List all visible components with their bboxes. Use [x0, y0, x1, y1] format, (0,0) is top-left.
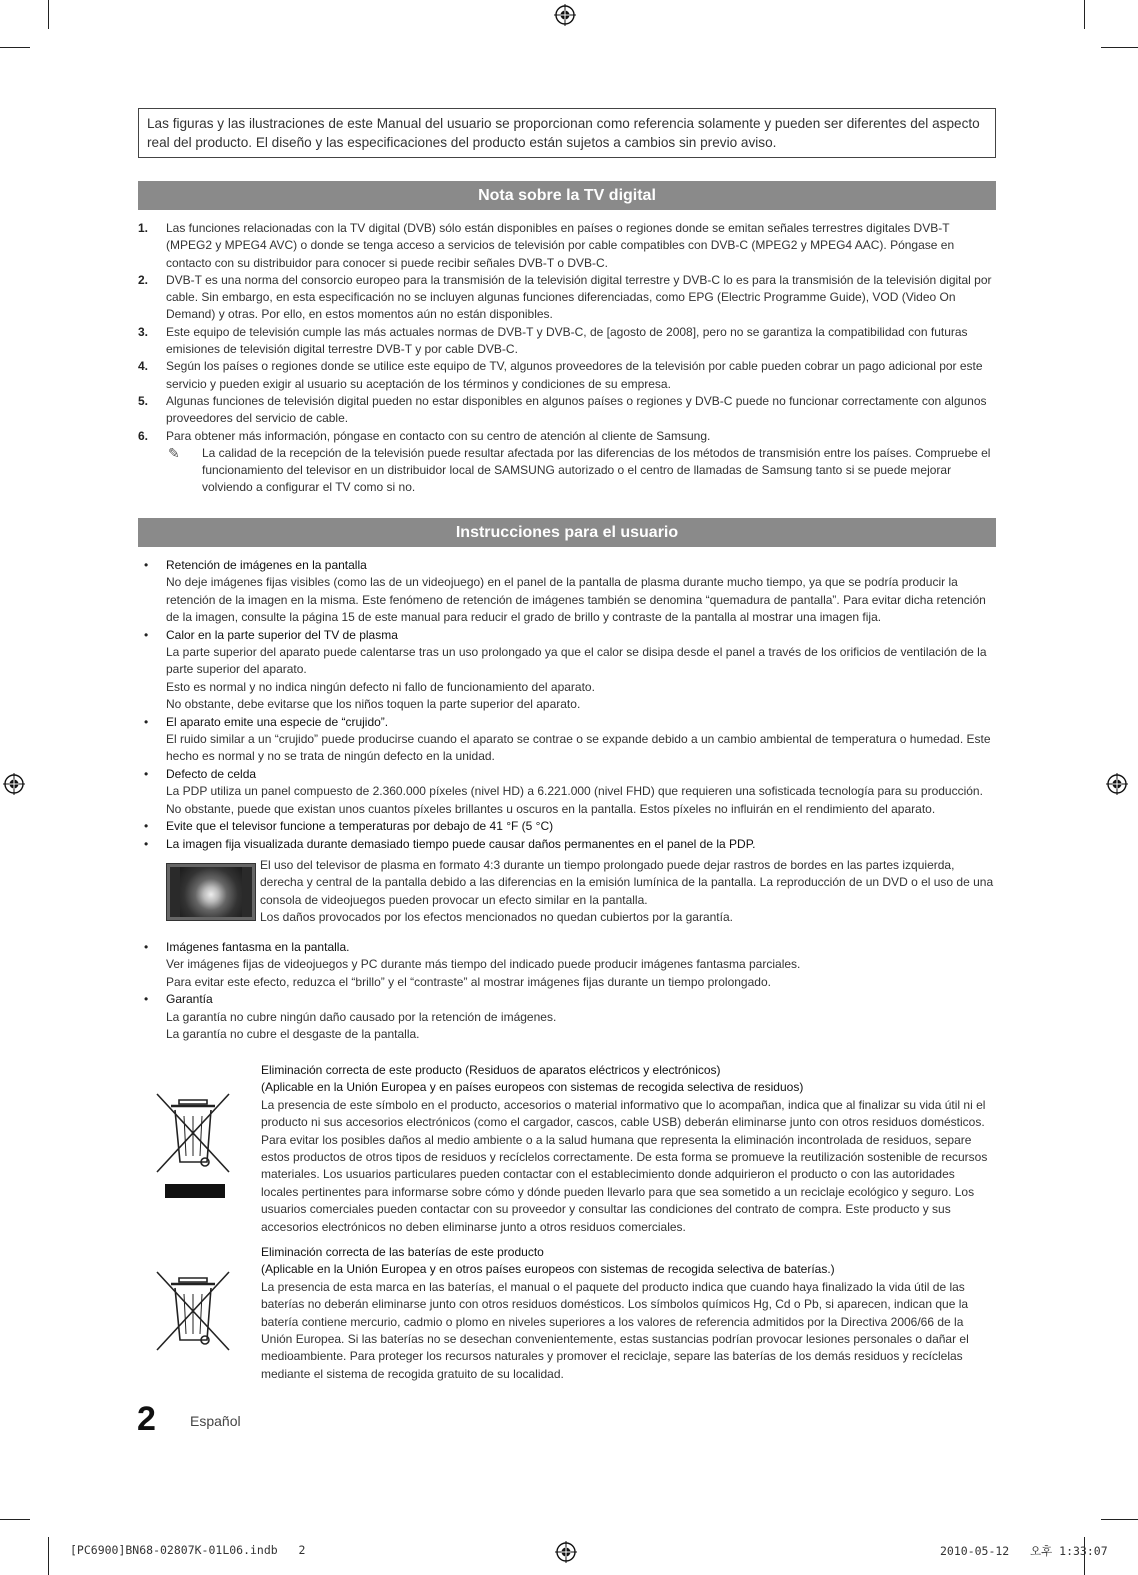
- list-item: [138, 272, 996, 324]
- crop-mark: [0, 47, 30, 48]
- list-item: [138, 324, 996, 359]
- bullet-icon: •: [144, 992, 149, 1007]
- weee-section: [261, 1062, 993, 1236]
- battery-subtitle: (Aplicable en la Unión Europea y en otros países europeos con sistemas de recogida selectiva de baterías.): [261, 1262, 835, 1277]
- item-title: Evite que el televisor funcione a temperaturas por debajo de 41 °F (5 °C): [166, 819, 554, 834]
- bullet-icon: •: [144, 558, 149, 572]
- registration-mark-icon: [554, 4, 576, 26]
- item-number: 5.: [138, 393, 149, 408]
- item-body: La garantía no cubre el desgaste de la pantalla.: [166, 1026, 420, 1041]
- list-item: [138, 991, 998, 1043]
- bullet-icon: •: [144, 627, 149, 642]
- item-body: El ruido similar a un “crujido” puede producirse cuando el aparato se contrae o se expande debido a un cambio ambiental de temperatura o humedad. Este hecho es normal y no se trata de ningún defecto en la unidad.: [166, 732, 991, 764]
- crop-mark: [1101, 1519, 1138, 1520]
- item-body: No deje imágenes fijas visibles (como las de un videojuego) en el panel de la pantalla de plasma durante mucho tiempo, ya que se podría producir la retención de la imagen en la misma. Este fenómeno de retención de imágenes también se denomina “quemadura de pantalla”. Para evitar dicha retención de la imagen, consulte la página 15 de este manual para reducir el grado de brillo y contraste de la pantalla al mostrar una imagen fija.: [166, 575, 986, 625]
- item-body: Ver imágenes fijas de videojuegos y PC durante más tiempo del indicado puede producir imágenes fantasma parciales.: [166, 957, 801, 972]
- pencil-note-icon: ✎: [168, 444, 180, 461]
- footer-file: [PC6900]BN68-02807K-01L06.indb 2: [70, 1543, 306, 1557]
- list-item: [138, 428, 996, 445]
- crossed-bin-icon: [155, 1090, 231, 1202]
- crop-mark: [48, 1537, 49, 1575]
- item-text: Para obtener más información, póngase en contacto con su centro de atención al cliente de Samsung.: [166, 428, 711, 443]
- item-body: Esto es normal y no indica ningún defecto ni fallo de funcionamiento del aparato.: [166, 679, 595, 694]
- tv-screen-illustration: [166, 863, 256, 921]
- item-body: Para evitar este efecto, reduzca el “brillo” y el “contraste” al mostrar imágenes fijas durante un tiempo prolongado.: [166, 974, 771, 989]
- list-item: [138, 358, 996, 393]
- item-text: Las funciones relacionadas con la TV digital (DVB) sólo están disponibles en países o regiones donde se emitan señales terrestres digitales DVB-T (MPEG2 y MPEG4 AVC) o donde se tenga acceso a servicios de televisión por cable compatibles con DVB-C (MPEG2 y MPEG4 AAC). Póngase en contacto con su distribuidor para conocer si puede recibir señales DVB-T o DVB-C.: [166, 221, 955, 270]
- item-title: Garantía: [166, 992, 213, 1007]
- bullet-icon: •: [144, 836, 149, 851]
- item-text: DVB-T es una norma del consorcio europeo para la transmisión de la televisión digital terrestre y DVB-C lo es para la transmisión de la televisión digital por cable. Sin embargo, en esta especificación no se incluyen algunas funciones diferenciadas, como EPG (Electric Programme Guide), VOD (Video On Demand) y otras. Por ello, en estos momentos aún no están disponibles.: [166, 272, 992, 322]
- weee-body: La presencia de este símbolo en el producto, accesorios o material informativo que lo acompañan, indica que al finalizar su vida útil ni el producto ni sus accesorios electrónicos (como el cargador, cascos, cable USB) deberán eliminarse junto con otros residuos domésticos. Para evitar los posibles daños al medio ambiente o a la salud humana que representa la eliminación incontrolada de residuos, separe estos productos de otros tipos de residuos y recíclelos correctamente. De esta forma se promueve la reutilización sostenible de recursos materiales. Los usuarios particulares pueden contactar con el establecimiento donde adquirieron el producto o con las autoridades locales pertinentes para informarse sobre cómo y dónde pueden llevarlo para que sea sometido a un reciclaje ecológico y seguro. Los usuarios comerciales pueden contactar con su proveedor y consultar las condiciones del contrato de compra. Este producto y sus accesorios electrónicos no deben eliminarse junto a otros residuos comerciales.: [261, 1097, 988, 1234]
- list-item: [138, 557, 998, 627]
- bullet-icon: •: [144, 766, 149, 781]
- list-item: [138, 627, 998, 714]
- footer-date: 2010-05-12 오후 1:33:07: [940, 1544, 1108, 1558]
- item-title: La imagen fija visualizada durante demasiado tiempo puede causar daños permanentes en el panel de la PDP.: [166, 836, 756, 851]
- section-header-digital-tv: Nota sobre la TV digital: [138, 181, 996, 210]
- list-item: [138, 220, 996, 272]
- list-item: [138, 766, 998, 818]
- bullet-icon: •: [144, 819, 149, 834]
- list-item: [138, 393, 996, 428]
- item-title: El aparato emite una especie de “crujido”.: [166, 714, 389, 729]
- note-text: La calidad de la recepción de la televisión puede resultar afectada por las diferencias de los métodos de transmisión entre los países. Compruebe el funcionamiento del televisor en un distribuidor local de SAMSUNG autorizado o el centro de llamadas de Samsung tanto si se puede mejorar volviendo a configurar el TV como si no.: [202, 445, 991, 495]
- item-number: 2.: [138, 272, 149, 287]
- item-text: Según los países o regiones donde se utilice este equipo de TV, algunos proveedores de la televisión por cable pueden cobrar un pago adicional por este servicio y pueden exigir al usuario su aceptación de los términos y condiciones de su empresa.: [166, 359, 983, 391]
- item-title: Calor en la parte superior del TV de plasma: [166, 627, 398, 642]
- pdp-warning-block: [138, 857, 998, 929]
- tv-screen-image: [170, 867, 252, 917]
- pdp-text: Los daños provocados por los efectos mencionados no quedan cubiertos por la garantía.: [260, 910, 733, 925]
- item-text: Este equipo de televisión cumple las más actuales normas de DVB-T y DVB-C, de [agosto de 2008], pero no se garantiza la compatibilidad con futuras emisiones de televisión digital terrestre DVB-T y por cable DVB-C.: [166, 324, 968, 357]
- page-number: 2: [137, 1400, 156, 1438]
- battery-body: La presencia de esta marca en las baterías, el manual o el paquete del producto indica que cuando haya finalizado la vida útil de las baterías no deberán eliminarse junto con otros residuos domésticos. Los símbolos químicos Hg, Cd o Pb, si aparecen, indican que la batería contiene mercurio, cadmio o plomo en niveles superiores a los valores de referencia admitidos por la Directiva 2006/66 de la Unión Europea. Si las baterías no se desechan convenientemente, estas sustancias podrían provocar lesiones personales o dañar el medioambiente. Para proteger los recursos naturales y promover el reciclaje, separe las baterías de los demás residuos y recíclelas mediante el sistema de recogida gratuito de su localidad.: [261, 1279, 969, 1381]
- item-number: 4.: [138, 359, 149, 374]
- item-number: 6.: [138, 428, 149, 443]
- pdp-text: El uso del televisor de plasma en formato 4:3 durante un tiempo prolongado puede dejar rastros de bordes en las partes izquierda, derecha y central de la pantalla debido a las diferencias en la emisión lumínica de la pantalla. La reproducción de un DVD o el uso de una consola de videojuegos pueden provocar un efecto similar en la pantalla.: [260, 857, 994, 907]
- item-body: La garantía no cubre ningún daño causado por la retención de imágenes.: [166, 1009, 557, 1024]
- item-number: 1.: [138, 221, 149, 235]
- list-item: [138, 836, 998, 853]
- crop-mark: [1084, 0, 1085, 29]
- crop-mark: [48, 0, 49, 29]
- item-body: La parte superior del aparato puede calentarse tras un uso prolongado ya que el calor se disipa desde el panel a través de los orificios de ventilación de la parte superior del aparato.: [166, 645, 987, 677]
- bullet-icon: •: [144, 939, 149, 954]
- list-item: [138, 939, 998, 991]
- registration-mark-icon: [3, 773, 25, 795]
- weee-title: Eliminación correcta de este producto (Residuos de aparatos eléctricos y electrónicos): [261, 1063, 721, 1077]
- item-title: Defecto de celda: [166, 766, 257, 781]
- battery-title: Eliminación correcta de las baterías de este producto: [261, 1245, 544, 1259]
- item-number: 3.: [138, 324, 149, 339]
- item-title: Retención de imágenes en la pantalla: [166, 558, 367, 572]
- digital-tv-list: [138, 220, 996, 497]
- crop-mark: [1101, 47, 1138, 48]
- bullet-icon: •: [144, 714, 149, 729]
- item-text: Algunas funciones de televisión digital pueden no estar disponibles en algunos países o regiones y DVB-C puede no funcionar correctamente con algunos proveedores del servicio de cable.: [166, 393, 987, 426]
- item-body: No obstante, debe evitarse que los niños toquen la parte superior del aparato.: [166, 697, 581, 712]
- page-language: Español: [190, 1413, 241, 1429]
- list-item: [138, 818, 998, 835]
- list-item: [138, 714, 998, 766]
- item-title: Imágenes fantasma en la pantalla.: [166, 939, 350, 954]
- weee-subtitle: (Aplicable en la Unión Europea y en países europeos con sistemas de recogida selectiva de residuos): [261, 1080, 804, 1095]
- item-body: La PDP utiliza un panel compuesto de 2.360.000 píxeles (nivel HD) a 6.221.000 (nivel FHD) que requieren una sofisticada tecnología para su producción. No obstante, puede que existan unos cuantos píxeles brillantes u oscuros en la pantalla. Estos píxeles no influirán en el rendimiento del aparato.: [166, 784, 983, 816]
- section-header-user-instructions: Instrucciones para el usuario: [138, 518, 996, 547]
- battery-section: [261, 1244, 993, 1383]
- user-instructions-list: [138, 557, 998, 1043]
- registration-mark-icon: [1106, 773, 1128, 795]
- disclaimer-box: Las figuras y las ilustraciones de este Manual del usuario se proporcionan como referencia solamente y pueden ser diferentes del aspecto real del producto. El diseño y las especificaciones del producto están sujetos a cambios sin previo aviso.: [138, 108, 996, 158]
- note: [138, 445, 996, 497]
- crop-mark: [0, 1519, 30, 1520]
- crossed-battery-bin-icon: [155, 1268, 231, 1354]
- registration-mark-icon: [555, 1541, 577, 1563]
